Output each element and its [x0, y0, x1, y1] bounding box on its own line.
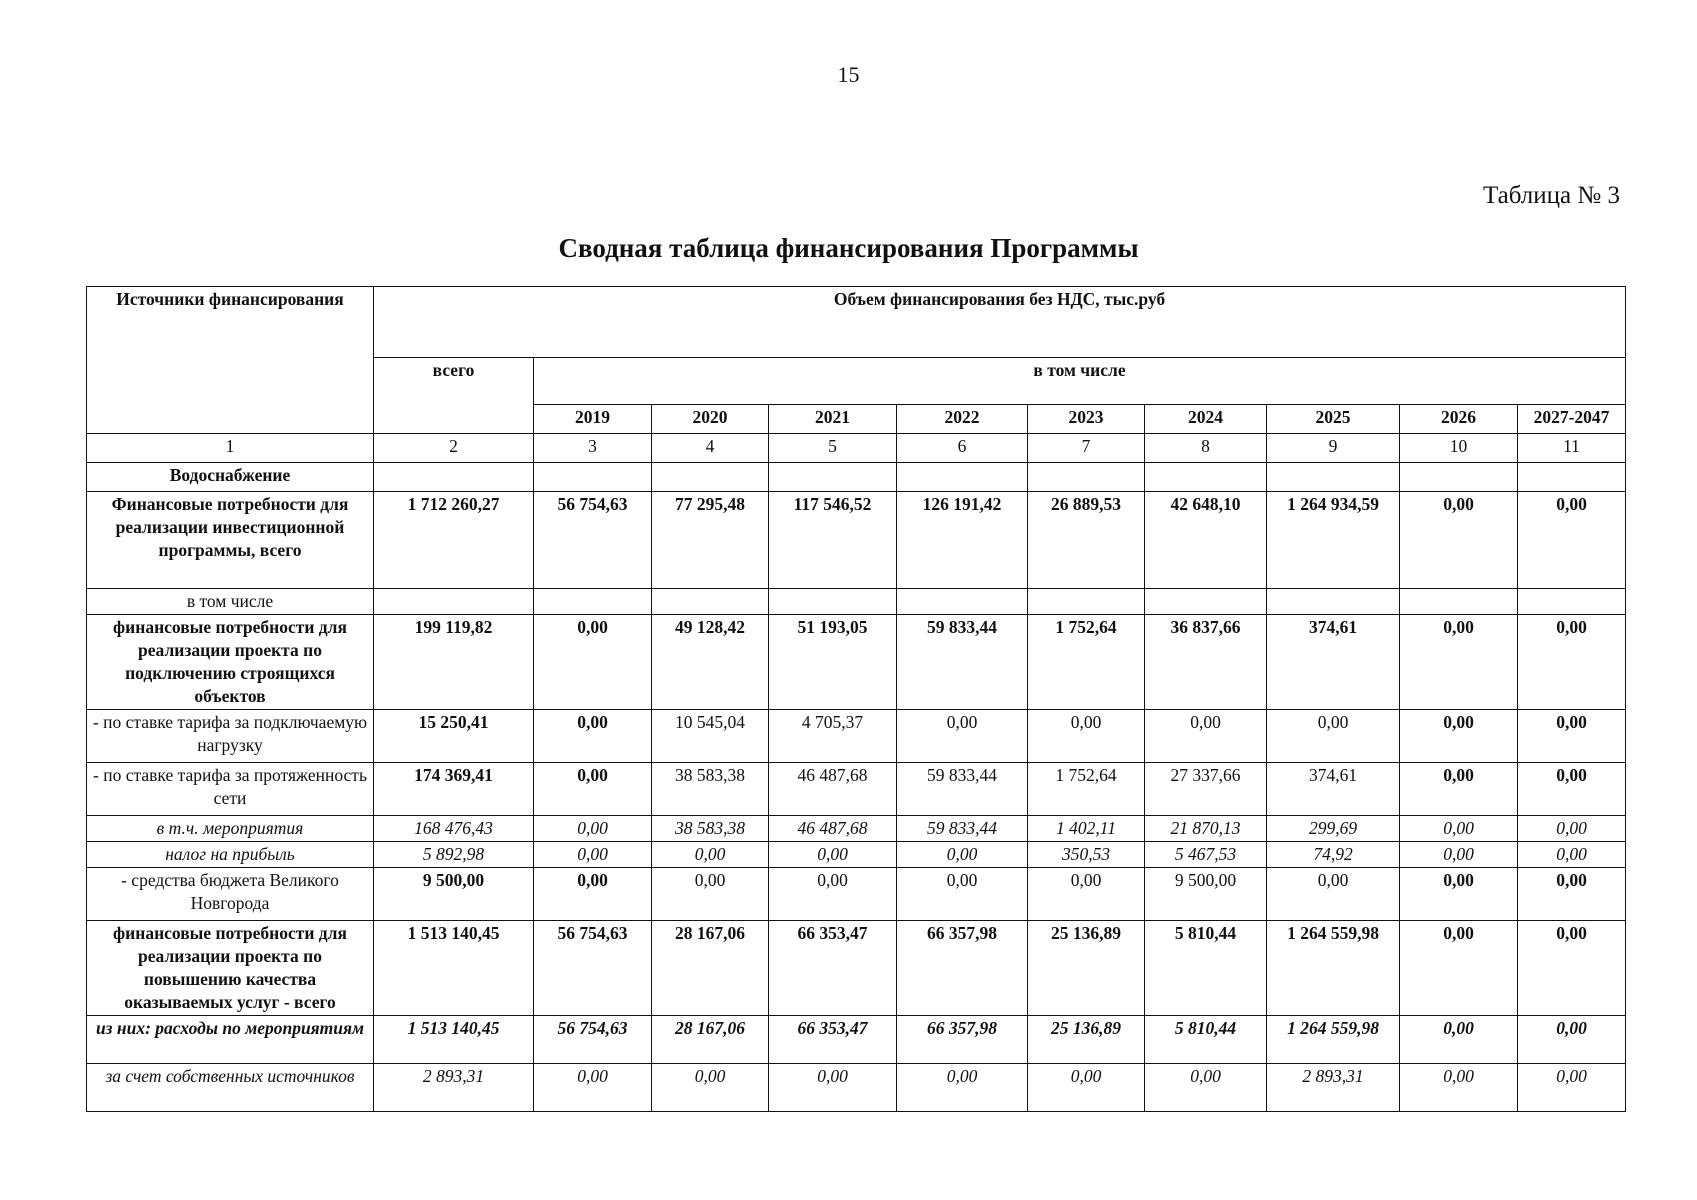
- row-label: в т.ч. мероприятия: [87, 816, 374, 842]
- table-cell: 1 264 934,59: [1267, 492, 1400, 589]
- column-number: 6: [897, 434, 1028, 463]
- row-label: за счет собственных источников: [87, 1064, 374, 1112]
- table-cell: 0,00: [1518, 615, 1626, 710]
- table-cell: 2 893,31: [1267, 1064, 1400, 1112]
- document-title: Сводная таблица финансирования Программы: [558, 233, 1139, 263]
- table-cell: 25 136,89: [1028, 921, 1145, 1016]
- header-year: 2023: [1028, 405, 1145, 434]
- table-cell: 0,00: [1400, 710, 1518, 763]
- table-cell: 5 892,98: [374, 842, 534, 868]
- table-cell: 51 193,05: [769, 615, 897, 710]
- table-cell: 168 476,43: [374, 816, 534, 842]
- table-cell: 66 357,98: [897, 921, 1028, 1016]
- table-cell: 0,00: [1028, 1064, 1145, 1112]
- column-number: 10: [1400, 434, 1518, 463]
- table-row: [87, 492, 1626, 589]
- table-cell: 0,00: [1400, 492, 1518, 589]
- table-cell: 5 467,53: [1145, 842, 1267, 868]
- table-cell: 1 513 140,45: [374, 921, 534, 1016]
- table-cell: 0,00: [1400, 763, 1518, 816]
- column-number: 1: [87, 434, 374, 463]
- header-year: 2022: [897, 405, 1028, 434]
- table-cell: 0,00: [534, 842, 652, 868]
- row-label: - по ставке тарифа за протяженность сети: [87, 763, 374, 816]
- column-number: 11: [1518, 434, 1626, 463]
- table-cell: 0,00: [1518, 1064, 1626, 1112]
- table-row: [87, 816, 1626, 842]
- table-cell: 0,00: [1028, 868, 1145, 921]
- table-cell: 1 402,11: [1028, 816, 1145, 842]
- table-cell: 1 712 260,27: [374, 492, 534, 589]
- header-year: 2021: [769, 405, 897, 434]
- table-cell: 56 754,63: [534, 492, 652, 589]
- table-cell: 0,00: [1400, 1016, 1518, 1064]
- column-number: 9: [1267, 434, 1400, 463]
- table-cell: 1 264 559,98: [1267, 921, 1400, 1016]
- table-cell: 36 837,66: [1145, 615, 1267, 710]
- table-cell: 0,00: [1518, 842, 1626, 868]
- table-cell: 0,00: [1518, 816, 1626, 842]
- header-year: 2020: [652, 405, 769, 434]
- table-row: [87, 1016, 1626, 1064]
- table-cell: 15 250,41: [374, 710, 534, 763]
- table-cell: 77 295,48: [652, 492, 769, 589]
- table-cell: 350,53: [1028, 842, 1145, 868]
- table-cell: 49 128,42: [652, 615, 769, 710]
- table-cell: 1 264 559,98: [1267, 1016, 1400, 1064]
- header-sources: Источники финансирования: [87, 287, 374, 434]
- table-cell: 56 754,63: [534, 921, 652, 1016]
- table-row: [87, 1064, 1626, 1112]
- table-cell: 174 369,41: [374, 763, 534, 816]
- table-cell: 9 500,00: [1145, 868, 1267, 921]
- table-cell: 9 500,00: [374, 868, 534, 921]
- row-label: - по ставке тарифа за подключаемую нагрузку: [87, 710, 374, 763]
- table-cell: 66 353,47: [769, 921, 897, 1016]
- header-total: всего: [374, 358, 534, 434]
- table-cell: 0,00: [1400, 615, 1518, 710]
- table-cell: [1400, 589, 1518, 615]
- table-cell: [769, 463, 897, 492]
- column-number: 2: [374, 434, 534, 463]
- table-cell: 0,00: [1518, 868, 1626, 921]
- table-cell: 0,00: [1518, 921, 1626, 1016]
- page-number: 15: [837, 62, 860, 87]
- table-cell: 28 167,06: [652, 921, 769, 1016]
- table-cell: [652, 463, 769, 492]
- table-cell: 0,00: [1400, 868, 1518, 921]
- table-cell: 59 833,44: [897, 763, 1028, 816]
- table-cell: [1267, 463, 1400, 492]
- column-number: 3: [534, 434, 652, 463]
- table-cell: [374, 589, 534, 615]
- row-label: налог на прибыль: [87, 842, 374, 868]
- table-cell: 0,00: [897, 710, 1028, 763]
- table-cell: 0,00: [1400, 1064, 1518, 1112]
- table-cell: 0,00: [1145, 710, 1267, 763]
- column-number-row: [87, 434, 1626, 463]
- table-cell: 0,00: [1518, 763, 1626, 816]
- table-cell: 10 545,04: [652, 710, 769, 763]
- table-cell: 59 833,44: [897, 816, 1028, 842]
- header-year: 2019: [534, 405, 652, 434]
- table-row: [87, 842, 1626, 868]
- table-cell: 4 705,37: [769, 710, 897, 763]
- table-cell: 0,00: [769, 1064, 897, 1112]
- row-label: финансовые потребности для реализации проекта по подключению строящихся объектов: [87, 615, 374, 710]
- table-cell: 126 191,42: [897, 492, 1028, 589]
- table-cell: 0,00: [534, 763, 652, 816]
- table-cell: 0,00: [652, 842, 769, 868]
- row-label: Финансовые потребности для реализации инвестиционной программы, всего: [87, 492, 374, 589]
- table-cell: 0,00: [1400, 842, 1518, 868]
- table-cell: 0,00: [1400, 816, 1518, 842]
- table-cell: 46 487,68: [769, 816, 897, 842]
- table-cell: 0,00: [534, 710, 652, 763]
- table-cell: 374,61: [1267, 615, 1400, 710]
- table-cell: 42 648,10: [1145, 492, 1267, 589]
- table-cell: 0,00: [769, 868, 897, 921]
- row-label: финансовые потребности для реализации проекта по повышению качества оказываемых услуг - всего: [87, 921, 374, 1016]
- table-cell: 0,00: [897, 1064, 1028, 1112]
- table-cell: 0,00: [1267, 710, 1400, 763]
- table-cell: [897, 589, 1028, 615]
- table-cell: 21 870,13: [1145, 816, 1267, 842]
- header-year: 2025: [1267, 405, 1400, 434]
- header-year: 2027-2047: [1518, 405, 1626, 434]
- table-cell: 0,00: [534, 1064, 652, 1112]
- table-row: [87, 921, 1626, 1016]
- table-cell: 66 357,98: [897, 1016, 1028, 1064]
- table-cell: [534, 463, 652, 492]
- financing-table: [86, 286, 1626, 1112]
- table-cell: 0,00: [1518, 492, 1626, 589]
- table-cell: 0,00: [1400, 921, 1518, 1016]
- header-year: 2024: [1145, 405, 1267, 434]
- table-cell: 27 337,66: [1145, 763, 1267, 816]
- table-cell: 5 810,44: [1145, 1016, 1267, 1064]
- table-cell: 56 754,63: [534, 1016, 652, 1064]
- table-cell: 0,00: [534, 816, 652, 842]
- row-label: - средства бюджета Великого Новгорода: [87, 868, 374, 921]
- table-cell: [1518, 589, 1626, 615]
- table-cell: 374,61: [1267, 763, 1400, 816]
- table-cell: 0,00: [652, 868, 769, 921]
- table-cell: 0,00: [897, 842, 1028, 868]
- table-cell: [1145, 463, 1267, 492]
- table-cell: 25 136,89: [1028, 1016, 1145, 1064]
- table-cell: 1 513 140,45: [374, 1016, 534, 1064]
- header-volume: Объем финансирования без НДС, тыс.руб: [374, 287, 1626, 358]
- table-cell: 26 889,53: [1028, 492, 1145, 589]
- header-row-1: [87, 287, 1626, 358]
- table-cell: 117 546,52: [769, 492, 897, 589]
- table-cell: 38 583,38: [652, 816, 769, 842]
- column-number: 7: [1028, 434, 1145, 463]
- table-reference: Таблица № 3: [1482, 182, 1620, 209]
- table-cell: [769, 589, 897, 615]
- table-row: [87, 615, 1626, 710]
- table-cell: 0,00: [652, 1064, 769, 1112]
- table-row: [87, 463, 1626, 492]
- table-cell: [897, 463, 1028, 492]
- row-label: в том числе: [87, 589, 374, 615]
- table-row: [87, 589, 1626, 615]
- table-cell: [1028, 589, 1145, 615]
- table-cell: [1267, 589, 1400, 615]
- table-cell: 0,00: [1145, 1064, 1267, 1112]
- header-including: в том числе: [534, 358, 1626, 405]
- table-cell: [374, 463, 534, 492]
- table-row: [87, 710, 1626, 763]
- table-cell: 38 583,38: [652, 763, 769, 816]
- table-cell: 0,00: [534, 615, 652, 710]
- table-cell: 46 487,68: [769, 763, 897, 816]
- table-cell: 0,00: [534, 868, 652, 921]
- table-cell: [1145, 589, 1267, 615]
- table-cell: 0,00: [897, 868, 1028, 921]
- table-cell: [652, 589, 769, 615]
- column-number: 8: [1145, 434, 1267, 463]
- table-cell: [1518, 463, 1626, 492]
- table-cell: 1 752,64: [1028, 615, 1145, 710]
- table-cell: 0,00: [1028, 710, 1145, 763]
- table-cell: 0,00: [1518, 1016, 1626, 1064]
- table-cell: 5 810,44: [1145, 921, 1267, 1016]
- table-cell: 0,00: [1267, 868, 1400, 921]
- table-cell: 299,69: [1267, 816, 1400, 842]
- table-cell: 59 833,44: [897, 615, 1028, 710]
- table-cell: 74,92: [1267, 842, 1400, 868]
- row-label: из них: расходы по мероприятиям: [87, 1016, 374, 1064]
- table-row: [87, 763, 1626, 816]
- column-number: 5: [769, 434, 897, 463]
- table-cell: 0,00: [769, 842, 897, 868]
- table-cell: 2 893,31: [374, 1064, 534, 1112]
- table-body: [87, 287, 1626, 1112]
- table-row: [87, 868, 1626, 921]
- header-year: 2026: [1400, 405, 1518, 434]
- table-cell: [534, 589, 652, 615]
- table-cell: [1028, 463, 1145, 492]
- table-cell: 199 119,82: [374, 615, 534, 710]
- table-cell: 1 752,64: [1028, 763, 1145, 816]
- table-cell: 66 353,47: [769, 1016, 897, 1064]
- table-cell: [1400, 463, 1518, 492]
- table-cell: 0,00: [1518, 710, 1626, 763]
- table-cell: 28 167,06: [652, 1016, 769, 1064]
- row-label: Водоснабжение: [87, 463, 374, 492]
- column-number: 4: [652, 434, 769, 463]
